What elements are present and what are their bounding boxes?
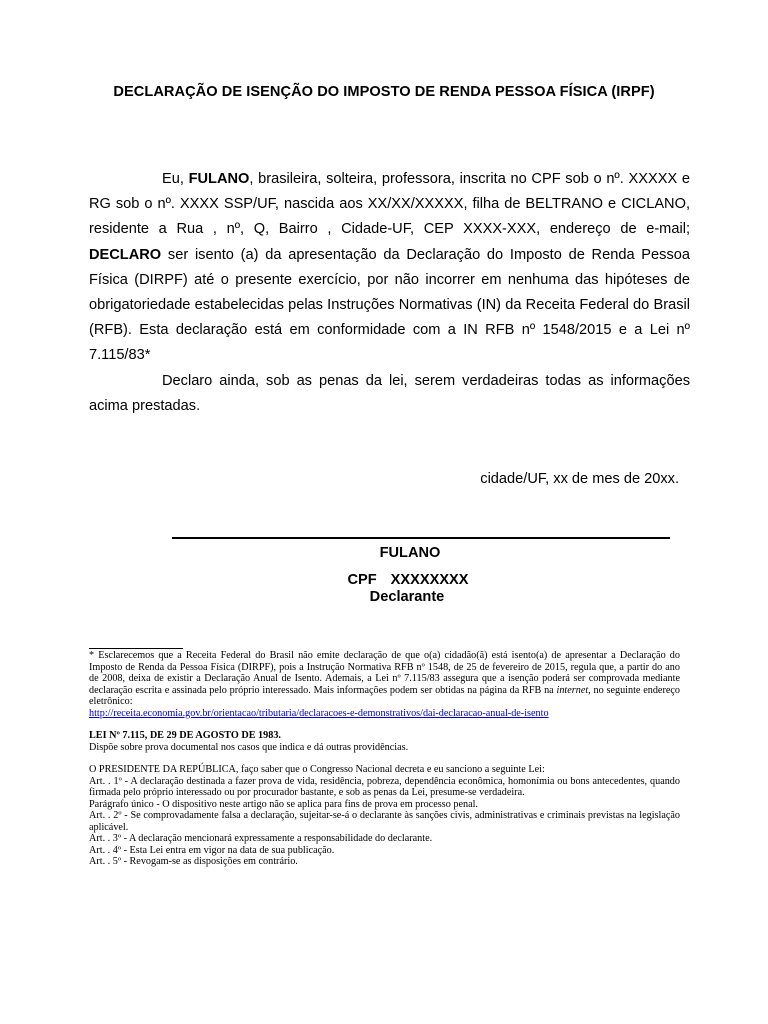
footnote-separator — [89, 648, 183, 649]
paragraph-text: , brasileira, solteira, professora, inscrita no CPF sob o nº. XXXXX e RG sob o nº. XXXX SSP/UF, nascida aos XX/XX/XXXXX, filha de BELTRANO e CICLANO, residente a Rua , nº, Q, Bairro , Cidade-UF, CEP XXXX-XXX, endereço de e-mail; — [89, 171, 690, 238]
law-preamble: O PRESIDENTE DA REPÚBLICA, faço saber que o Congresso Nacional decreta e eu sanciono a seguinte Lei: — [89, 764, 545, 775]
law-article: Art. . 3º - A declaração mencionará expressamente a responsabilidade do declarante. — [89, 833, 433, 844]
footnote-body: * Esclarecemos que a Receita Federal do Brasil não emite declaração de que o(a) cidadão(ã) está isento(a) de apresentar a Declaração do Imposto de Renda da Pessoa Física (DIRPF), pois a Instrução Normativa RFB nº 1548, de 25 de fevereiro de 2015, regula que, a partir do ano de 2008, deixa de existir a Declaração Anual de Isento. Ademais, a Lei nº 7.115/83 assegura que a isenção poderá ser comprovada mediante declaração escrita e assinada pelo próprio interessado. Mais informações podem ser obtidas na página da RFB na — [89, 650, 680, 696]
law-article: Art. . 4º - Esta Lei entra em vigor na data de sua publicação. — [89, 844, 335, 856]
signature-line — [172, 537, 670, 539]
signature-name: FULANO — [379, 545, 441, 561]
law-article: Art. . 5º - Revogam-se as disposições em contrário. — [89, 856, 298, 867]
law-summary: Dispõe sobre prova documental nos casos que indica e dá outras providências. — [89, 741, 409, 753]
truth-statement: Declaro ainda, sob as penas da lei, serem verdadeiras todas as informações acima prestadas. — [89, 372, 690, 414]
footnote-text — [89, 650, 680, 708]
declaro-keyword: DECLARO — [89, 246, 162, 263]
place-date: cidade/UF, xx de mes de 20xx. — [480, 471, 679, 487]
cpf-label: CPF — [347, 572, 377, 588]
law-article: Art. . 1º - A declaração destinada a fazer prova de vida, residência, pobreza, dependência econômica, homonímia ou bons antecedentes, quando firmada pelo próprio interessado ou por procurador bastante, e sob as penas da Lei, presume-se verdadeira. — [89, 775, 680, 798]
law-article: Parágrafo único - O dispositivo neste artigo não se aplica para fins de prova em processo penal. — [89, 798, 478, 810]
declarant-name: FULANO — [188, 171, 250, 187]
paragraph-text: Eu, — [162, 171, 189, 187]
footnote-body-end: , no seguinte endereço eletrônico: — [89, 684, 680, 707]
law-title: LEI Nº 7.115, DE 29 DE AGOSTO DE 1983. — [89, 730, 281, 741]
signature-role: Declarante — [369, 589, 445, 605]
cpf-value: XXXXXXXX — [390, 572, 469, 588]
declaration-body — [89, 167, 690, 419]
footnote-internet: internet — [556, 684, 589, 696]
declaration-paragraph — [89, 167, 690, 369]
law-article: Art. . 2º - Se comprovadamente falsa a declaração, sujeitar-se-á o declarante às sanções civis, administrativas e criminais previstas na legislação aplicável. — [89, 810, 680, 833]
signature-cpf — [24, 572, 768, 588]
document-title: DECLARAÇÃO DE ISENÇÃO DO IMPOSTO DE RENDA PESSOA FÍSICA (IRPF) — [113, 84, 655, 100]
footnotes — [89, 650, 680, 868]
paragraph-text: ser isento (a) da apresentação da Declaração do Imposto de Renda Pessoa Física (DIRPF) até o presente exercício, por não incorrer em nenhuma das hipóteses de obrigatoriedade estabelecidas pelas Instruções Normativas (IN) da Receita Federal do Brasil (RFB). Esta declaração está em conformidade com a IN RFB nº 1548/2015 e a Lei nº 7.115/83* — [89, 246, 690, 364]
rfb-link[interactable]: http://receita.economia.gov.br/orientacao/tributaria/declaracoes-e-demonstrativos/dai-declaracao-anual-de-isento — [89, 707, 549, 719]
